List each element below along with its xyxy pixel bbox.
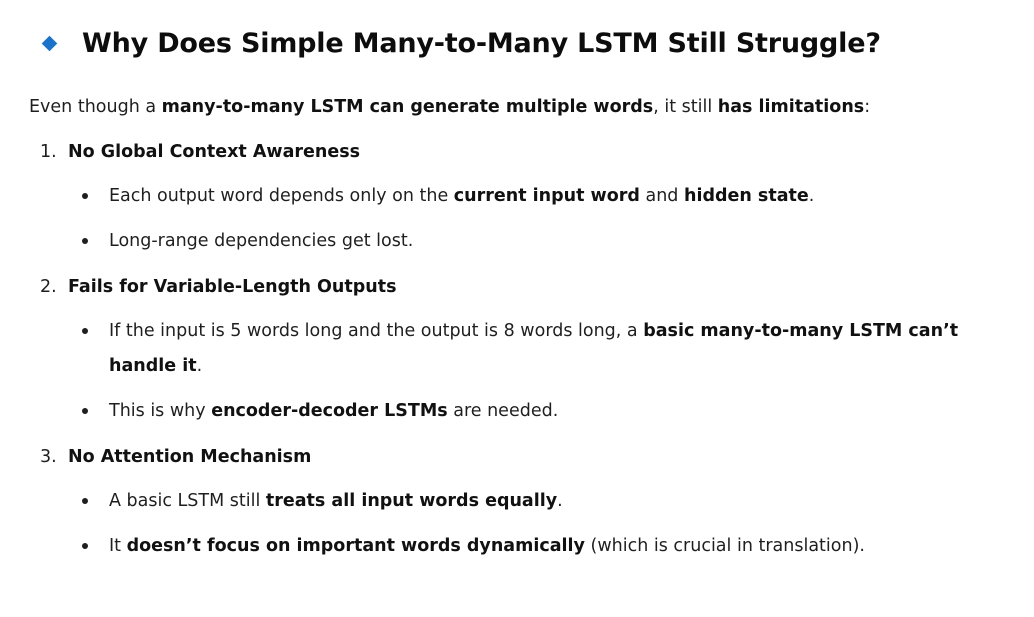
item-title: No Global Context Awareness [68, 142, 361, 162]
bullet-bold: doesn’t focus on important words dynamically [126, 536, 585, 556]
intro-text-2: , it still [653, 97, 718, 117]
item-title: No Attention Mechanism [68, 447, 312, 467]
bullet-item [82, 484, 962, 519]
numbered-item-2 [40, 275, 396, 299]
intro-bold-1: many-to-many LSTM can generate multiple words [161, 97, 654, 117]
bullet-dot-icon [82, 408, 88, 414]
bullet-bold: hidden state [683, 186, 809, 206]
numbered-item-3 [40, 445, 311, 469]
bullet-item [82, 314, 962, 384]
blue-diamond-icon [42, 36, 58, 52]
intro-text-1: Even though a [29, 97, 162, 117]
numbered-item-1 [40, 140, 360, 164]
bullet-text: are needed. [447, 401, 559, 421]
bullet-text: (which is crucial in translation). [584, 536, 865, 556]
bullet-text: and [639, 186, 684, 206]
bullet-dot-icon [82, 238, 88, 244]
bullet-item [82, 224, 962, 259]
bullet-text: A basic LSTM still [109, 491, 266, 511]
page-title: Why Does Simple Many-to-Many LSTM Still Struggle? [82, 28, 881, 59]
item-number: 3. [40, 447, 57, 467]
bullet-text: . [808, 186, 815, 206]
intro-paragraph [29, 95, 870, 119]
bullet-dot-icon [82, 498, 88, 504]
item-number: 2. [40, 277, 57, 297]
page-heading [40, 28, 881, 59]
item-number: 1. [40, 142, 57, 162]
bullet-text: It [109, 536, 127, 556]
bullet-text: . [196, 356, 203, 376]
intro-bold-2: has limitations [717, 97, 865, 117]
bullet-item [82, 179, 962, 214]
bullet-bold: current input word [453, 186, 640, 206]
bullet-text: . [557, 491, 563, 511]
bullet-dot-icon [82, 328, 88, 334]
bullet-dot-icon [82, 193, 88, 199]
intro-text-3: : [864, 97, 871, 117]
bullet-bold: treats all input words equally [265, 491, 558, 511]
bullet-bold: basic many-to-many LSTM can’t handle it [109, 321, 959, 376]
bullet-item [82, 394, 962, 429]
bullet-text: Each output word depends only on the [109, 186, 454, 206]
bullet-text: This is why [109, 401, 212, 421]
bullet-text: Long-range dependencies get lost. [109, 231, 414, 251]
bullet-bold: encoder-decoder LSTMs [211, 401, 448, 421]
item-title: Fails for Variable-Length Outputs [68, 277, 397, 297]
bullet-item [82, 529, 962, 564]
bullet-dot-icon [82, 543, 88, 549]
bullet-text: If the input is 5 words long and the output is 8 words long, a [109, 321, 644, 341]
